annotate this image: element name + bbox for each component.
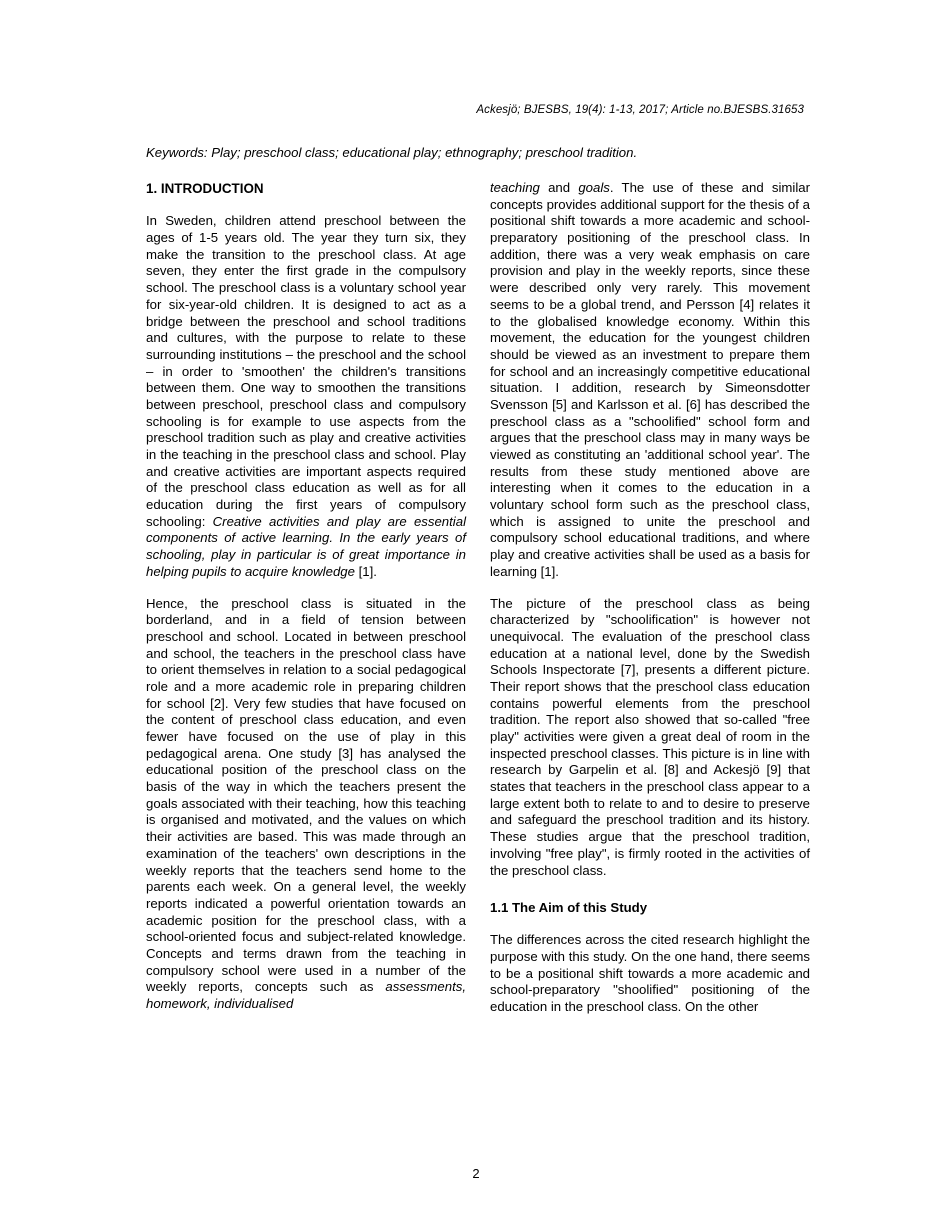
paragraph-right-1-term-1: teaching	[490, 180, 540, 195]
paragraph-intro-1-quote: Creative activities and play are essential components of active learning. In the early years of schooling, play in particular is of great importance in helping pupils to acquire knowledge	[146, 513, 466, 579]
paragraph-intro-1-text-a: In Sweden, children attend preschool between the ages of 1-5 years old. The year they turn six, they make the transition to the preschool class. At age seven, they enter the first grade in the compulsory school. The preschool class is a voluntary school year for six-year-old children. It is designed to act as a bridge between the preschool and school traditions and cultures, with the purpose to relate to these surrounding institutions – the preschool and the school – in order to 'smoothen' the children's transitions between them. One way to smoothen the transitions between preschool, preschool class and compulsory schooling is for example to use aspects from the preschool tradition such as play and creative activities in the teaching in the preschool class and school. Play and creative activities are important aspects required of the preschool class education as well as for all education during the first years of compulsory schooling:	[146, 213, 466, 529]
paragraph-right-3: The differences across the cited research highlight the purpose with this study. On the one hand, there seems to be a positional shift towards a more academic and school-preparatory "shoolified" positioning of the education in the preschool class. On the other	[490, 932, 810, 1015]
paragraph-intro-2-text-a: Hence, the preschool class is situated in the borderland, and in a field of tension between preschool and school. Located in between preschool and school, the teachers in the preschool class have to orient themselves in relation to a social pedagogical role and a more academic role in preparing children for school [2]. Very few studies that have focused on the content of preschool class education, and even fewer have focused on the use of play in this pedagogical arena. One study [3] has analysed the educational position of the preschool class on the basis of the way in which the teachers present the goals associated with their teaching, how this teaching is organised and motivated, and the values on which their activities are based. This was made through an examination of the teachers' own descriptions in the weekly reports that the teachers send home to the parents each week. On a general level, the weekly reports indicated a powerful orientation towards an academic position for the preschool class, with a school-oriented focus and subject-related knowledge. Concepts and terms drawn from the teaching in compulsory school were used in a number of the weekly reports, concepts such as	[146, 595, 466, 995]
paragraph-right-1-text-a: and	[539, 180, 579, 195]
sub-heading-aim-of-study: 1.1 The Aim of this Study	[490, 900, 648, 916]
running-head: Ackesjö; BJESBS, 19(4): 1-13, 2017; Article no.BJESBS.31653	[476, 104, 804, 116]
right-column	[490, 180, 810, 1016]
left-column	[146, 180, 466, 1013]
two-column-body	[146, 180, 810, 1160]
paragraph-right-1-term-2: goals	[578, 180, 610, 195]
paragraph-right-1	[490, 180, 810, 581]
paragraph-intro-1	[146, 213, 466, 580]
keywords-line: Keywords: Play; preschool class; educational play; ethnography; preschool tradition.	[146, 145, 638, 160]
page-number: 2	[472, 1166, 480, 1181]
paragraph-right-2: The picture of the preschool class as being characterized by "schoolification" is however not unequivocal. The evaluation of the preschool class education at a national level, done by the Swedish Schools Inspectorate [7], presents a different picture. Their report shows that the preschool class education contains powerful elements from the preschool tradition. The report also showed that so-called "free play" activities were given a great deal of room in the inspected preschool classes. This picture is in line with research by Garpelin et al. [8] and Ackesjö [9] that states that teachers in the preschool class appear to a large extent both to relate to and to desire to preserve and safeguard the preschool tradition and its history. These studies argue that the preschool tradition, involving "free play", is firmly rooted in the activities of the preschool class.	[490, 595, 810, 878]
paragraph-intro-2	[146, 596, 466, 1013]
paragraph-right-1-text-b: . The use of these and similar concepts provides additional support for the thesis of a positional shift towards a more academic and school-preparatory positioning of the preschool class. In addition, there was a very weak emphasis on care provision and play in the weekly reports, since these were described only very rarely. This movement seems to be a global trend, and Persson [4] relates it to the globalised knowledge economy. Within this movement, the education for the youngest children should be viewed as an investment to prepare them for school and an increasingly competitive educational situation. I addition, research by Simeonsdotter Svensson [5] and Karlsson et al. [6] has described the preschool class as a "schoolified" school form and argues that the preschool class may in many ways be viewed as constituting an 'additional school year'. The results from these study mentioned above are interesting when it comes to the education in a voluntary school form such as the preschool class, which is assigned to unite the preschool and compulsory school educational traditions, and where play and creative activities shall be used as a basis for learning [1].	[490, 180, 810, 579]
paragraph-intro-1-text-b: [1].	[354, 563, 377, 579]
paragraph-intro-2-terms: assessments, homework, individualised	[146, 979, 466, 1012]
section-heading-introduction: 1. INTRODUCTION	[146, 181, 264, 196]
